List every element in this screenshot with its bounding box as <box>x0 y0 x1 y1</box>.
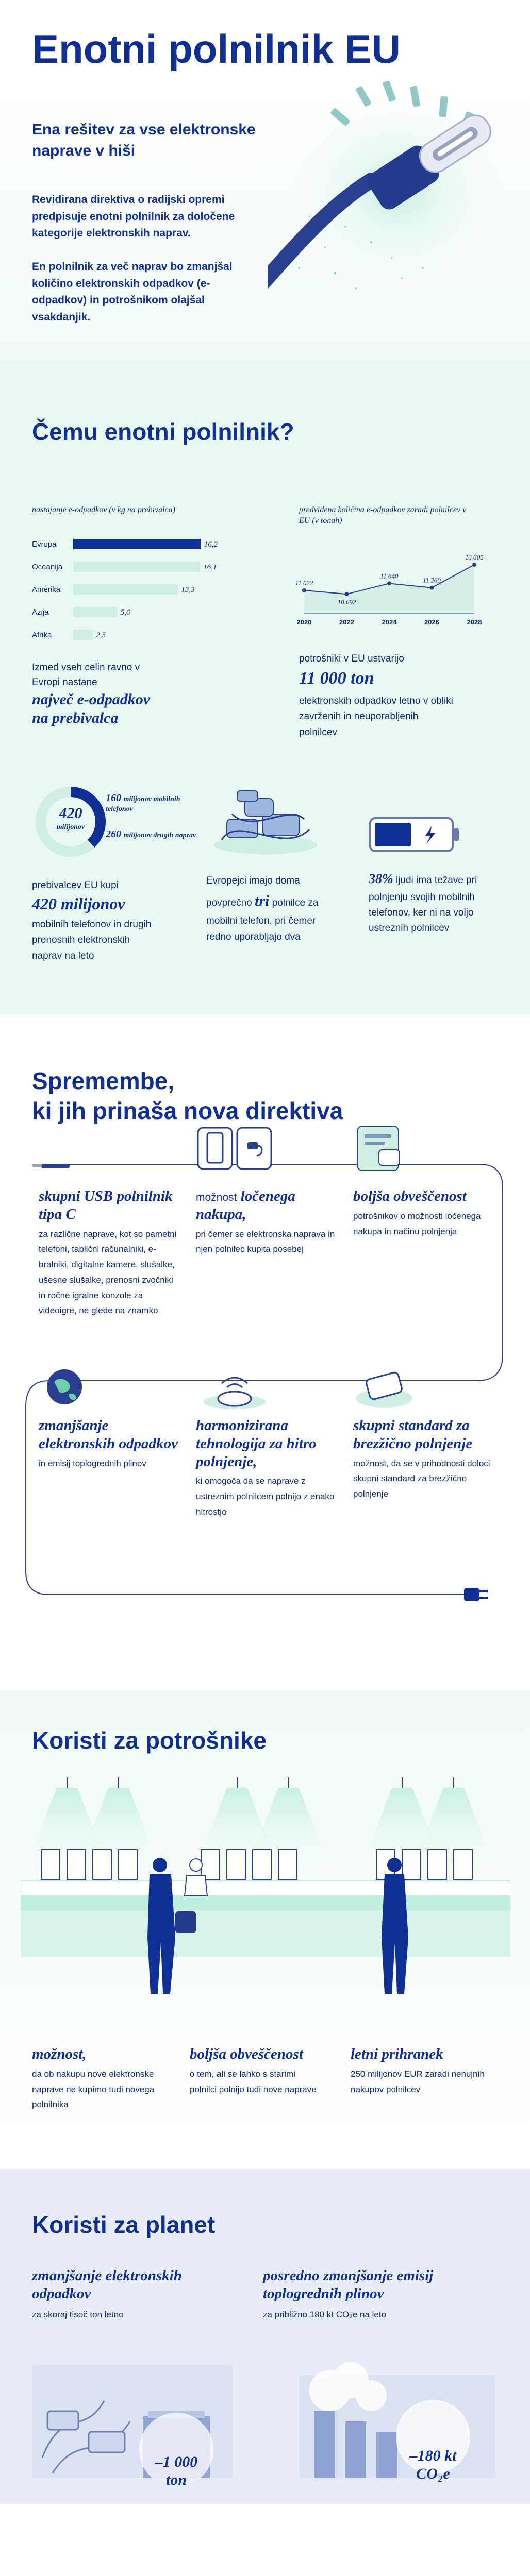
changes-title-line-2: ki jih prinaša nova direktiva <box>32 1097 343 1124</box>
change-card-5-title: harmonizirana tehnologija za hitro polnjenje, <box>196 1417 317 1470</box>
line-point <box>345 592 349 596</box>
change-card-6-title: skupni standard za brezžično polnjenje <box>353 1417 473 1452</box>
change-card-6 <box>353 1417 498 1502</box>
stat1-big: 420 milijonov <box>32 894 125 913</box>
bar-category-label: Oceanija <box>32 563 63 571</box>
line-data-label: 11 640 <box>380 572 399 580</box>
charger-waste-line-chart <box>294 546 490 644</box>
stat1-post: mobilnih telefonov in drugih prenosnih elektronskih naprav na leto <box>32 919 152 961</box>
line-data-label: 13 305 <box>465 553 484 562</box>
x-tick-label: 2026 <box>424 618 439 626</box>
header-section <box>0 0 530 361</box>
wireless-charger-icon <box>353 1365 415 1412</box>
bar-value-label: 13,3 <box>181 586 195 594</box>
line-point <box>387 581 391 585</box>
line-data-label: 11 260 <box>423 576 441 584</box>
change-card-1 <box>39 1188 178 1318</box>
line-point <box>472 563 476 567</box>
globe-icon <box>44 1366 85 1408</box>
page-title: Enotni polnilnik EU <box>32 26 401 72</box>
bar-category-label: Evropa <box>32 540 57 549</box>
change-card-3-title: boljša obveščenost <box>353 1188 467 1205</box>
donut-legend-a-label: milijonov mobilnih telefonov <box>106 795 180 813</box>
change-card-3 <box>353 1188 492 1239</box>
planet-title: Koristi za planet <box>32 2211 216 2238</box>
stat3-post: ljudi ima težave pri polnjenju svojih mobilnih telefonov, ker ni na voljo ustreznih polnilcev <box>369 875 477 934</box>
consumer-card-1-text: da ob nakupu nove elektronske naprave ne kupimo tudi novega polnilnika <box>32 2069 155 2110</box>
low-battery-icon <box>369 814 461 855</box>
bar-category-label: Amerika <box>32 585 61 594</box>
change-card-4-text: in emisij toplogrednih plinov <box>39 1458 146 1468</box>
bar-chart-intro: Izmed vseh celin ravno v Evropi nastane <box>32 662 140 688</box>
stat1-pre: prebivalcev EU kupi <box>32 880 119 891</box>
line-chart-text-2: elektronskih odpadkov letno v obliki zavrženih in neuporabljenih polnilcev <box>299 696 453 738</box>
change-card-6-text: možnost, da se v prihodnosti doloci skupni standard za brezžično polnjenje <box>353 1458 490 1499</box>
change-card-3-text: potrošnikov o možnosti ločenega nakupa in načinu polnjenja <box>353 1211 481 1236</box>
planet-card-1-text: za skoraj tisoč ton letno <box>32 2310 124 2319</box>
why-title: Čemu enotni polnilnik? <box>32 418 294 445</box>
stat3-text <box>369 868 503 937</box>
header-subtitle: Ena rešitev za vse elektronske naprave v hiši <box>32 121 256 159</box>
x-tick-label: 2020 <box>296 618 312 626</box>
factory-emissions-illustration <box>299 2354 495 2478</box>
x-tick-label: 2024 <box>382 618 397 626</box>
change-card-1-title: skupni USB polnilnik tipa C <box>39 1188 173 1223</box>
planet-section <box>0 2169 530 2504</box>
bar <box>73 607 118 617</box>
planet-badge-2-line-1: –180 kt <box>409 2447 457 2464</box>
usb-c-cable-illustration <box>268 72 526 314</box>
change-card-2-text: pri čemer se elektronska naprava in njen polnilec kupita posebej <box>196 1229 335 1255</box>
line-data-label: 11 022 <box>295 579 313 587</box>
footer <box>0 2504 530 2576</box>
donut-legend-b <box>106 828 204 840</box>
line-chart-text: potrošniki v EU ustvarijo <box>299 653 404 664</box>
donut-legend-a <box>106 792 204 814</box>
consumer-card-3 <box>351 2045 485 2097</box>
line-point <box>302 588 306 592</box>
change-card-2-title-main: ločenega nakupa, <box>196 1188 295 1223</box>
bar <box>73 630 93 640</box>
planet-card-2-title: posredno zmanjšanje emisij toplogrednih plinov <box>263 2267 434 2302</box>
consumer-card-2-title: boljša obveščenost <box>190 2046 303 2062</box>
stat3-big: 38% <box>369 871 393 886</box>
bar <box>73 584 178 595</box>
change-card-4 <box>39 1417 178 1471</box>
phone-and-charger-icon <box>196 1126 273 1175</box>
consumer-card-2 <box>190 2045 324 2097</box>
planet-badge-2 <box>402 2447 464 2483</box>
donut-legend-b-value: 260 <box>106 828 121 840</box>
consumer-card-2-text: o tem, ali se lahko s starimi polnilci polnijo tudi nove naprave <box>190 2069 317 2094</box>
fast-charging-mouse-icon <box>201 1373 268 1412</box>
bar-chart-highlight: največ e-odpadkov na prebivalca <box>32 691 151 726</box>
x-tick-label: 2028 <box>467 618 482 626</box>
x-tick-label: 2022 <box>339 618 354 626</box>
consumer-card-3-text: 250 milijonov EUR zaradi nenujnih nakupov polnilcev <box>351 2069 485 2094</box>
ewaste-per-capita-bar-chart <box>32 536 249 654</box>
change-card-2-title <box>196 1188 335 1224</box>
planet-card-2-text: za približno 180 kt CO₂e na leto <box>263 2310 387 2319</box>
changes-title-line-1: Spremembe, <box>32 1067 175 1094</box>
planet-card-1-title: zmanjšanje elektronskih odpadkov <box>32 2267 182 2302</box>
change-card-4-title: zmanjšanje elektronskih odpadkov <box>39 1417 178 1452</box>
chargers-pile-icon <box>206 783 325 860</box>
information-leaflet-icon <box>353 1124 410 1176</box>
change-card-1-text: za različne naprave, kot so pametni telefoni, tablični računalniki, e-bralniki, digitalne kamere, slušalke, ušesne slušalke, prenosni zvočniki in ročne igralne konzole za videoigre, ne glede na znamko <box>39 1229 177 1316</box>
line-point <box>430 586 434 590</box>
bar-category-label: Azija <box>32 608 49 617</box>
change-card-5-text: ki omogoča da se naprave z ustreznim polnilcem polnijo z enako hitrostjo <box>196 1476 335 1517</box>
consumer-card-1-title: možnost, <box>32 2046 87 2062</box>
planet-badge-1: –1 000 ton <box>155 2453 198 2488</box>
header-paragraph-1: Revidirana direktiva o radijski opremi predpisuje enotni polnilnik za določene kategorije elektronskih naprav. <box>32 194 235 240</box>
bar <box>73 562 200 572</box>
donut-legend-a-value: 160 <box>106 792 121 804</box>
change-card-5 <box>196 1417 340 1520</box>
change-card-2 <box>196 1188 335 1257</box>
consumers-section <box>0 1690 530 2169</box>
stat2-post: polnilce za mobilni telefon, pri čemer redno uporabljajo dva <box>206 897 319 942</box>
header-paragraph-2: En polnilnik za več naprav bo zmanjšal količino elektronskih odpadkov (e-odpadkov) in potrošnikom olajšal vsakdanjik. <box>32 261 233 323</box>
change-card-2-title-pre: možnost <box>196 1192 237 1204</box>
line-chart-highlight: 11 000 ton <box>299 669 374 688</box>
stat2-text <box>206 873 325 945</box>
why-section <box>0 361 530 1015</box>
changes-section <box>0 1015 530 1690</box>
consumers-title: Koristi za potrošnike <box>32 1727 267 1754</box>
consumer-card-3-title: letni prihranek <box>351 2046 443 2062</box>
bar-value-label: 16,2 <box>204 540 218 549</box>
donut-center-value: 420 <box>59 805 82 822</box>
stat2-pre: Evropejci imajo doma povprečno <box>206 875 300 909</box>
bar-value-label: 2,5 <box>96 631 106 639</box>
donut-center-label: milijonov <box>56 823 85 831</box>
electronics-store-illustration <box>21 1777 510 1999</box>
bar-chart-title: nastajanje e-odpadkov (v kg na prebivalca) <box>32 505 175 514</box>
bar-value-label: 16,1 <box>203 563 217 571</box>
bar-category-label: Afrika <box>32 631 52 639</box>
donut-legend-b-label: milijonov drugih naprav <box>123 832 196 839</box>
bar-value-label: 5,6 <box>120 608 130 617</box>
planet-badge-2-line-2: CO₂e <box>416 2465 450 2482</box>
line-data-label: 10 692 <box>337 598 356 606</box>
consumer-card-1 <box>32 2045 166 2112</box>
bar <box>73 539 201 549</box>
stat2-big: tri <box>255 892 270 910</box>
line-chart-title: predvidena količina e-odpadkov zaradi polnilcev v EU (v tonah) <box>299 505 467 525</box>
